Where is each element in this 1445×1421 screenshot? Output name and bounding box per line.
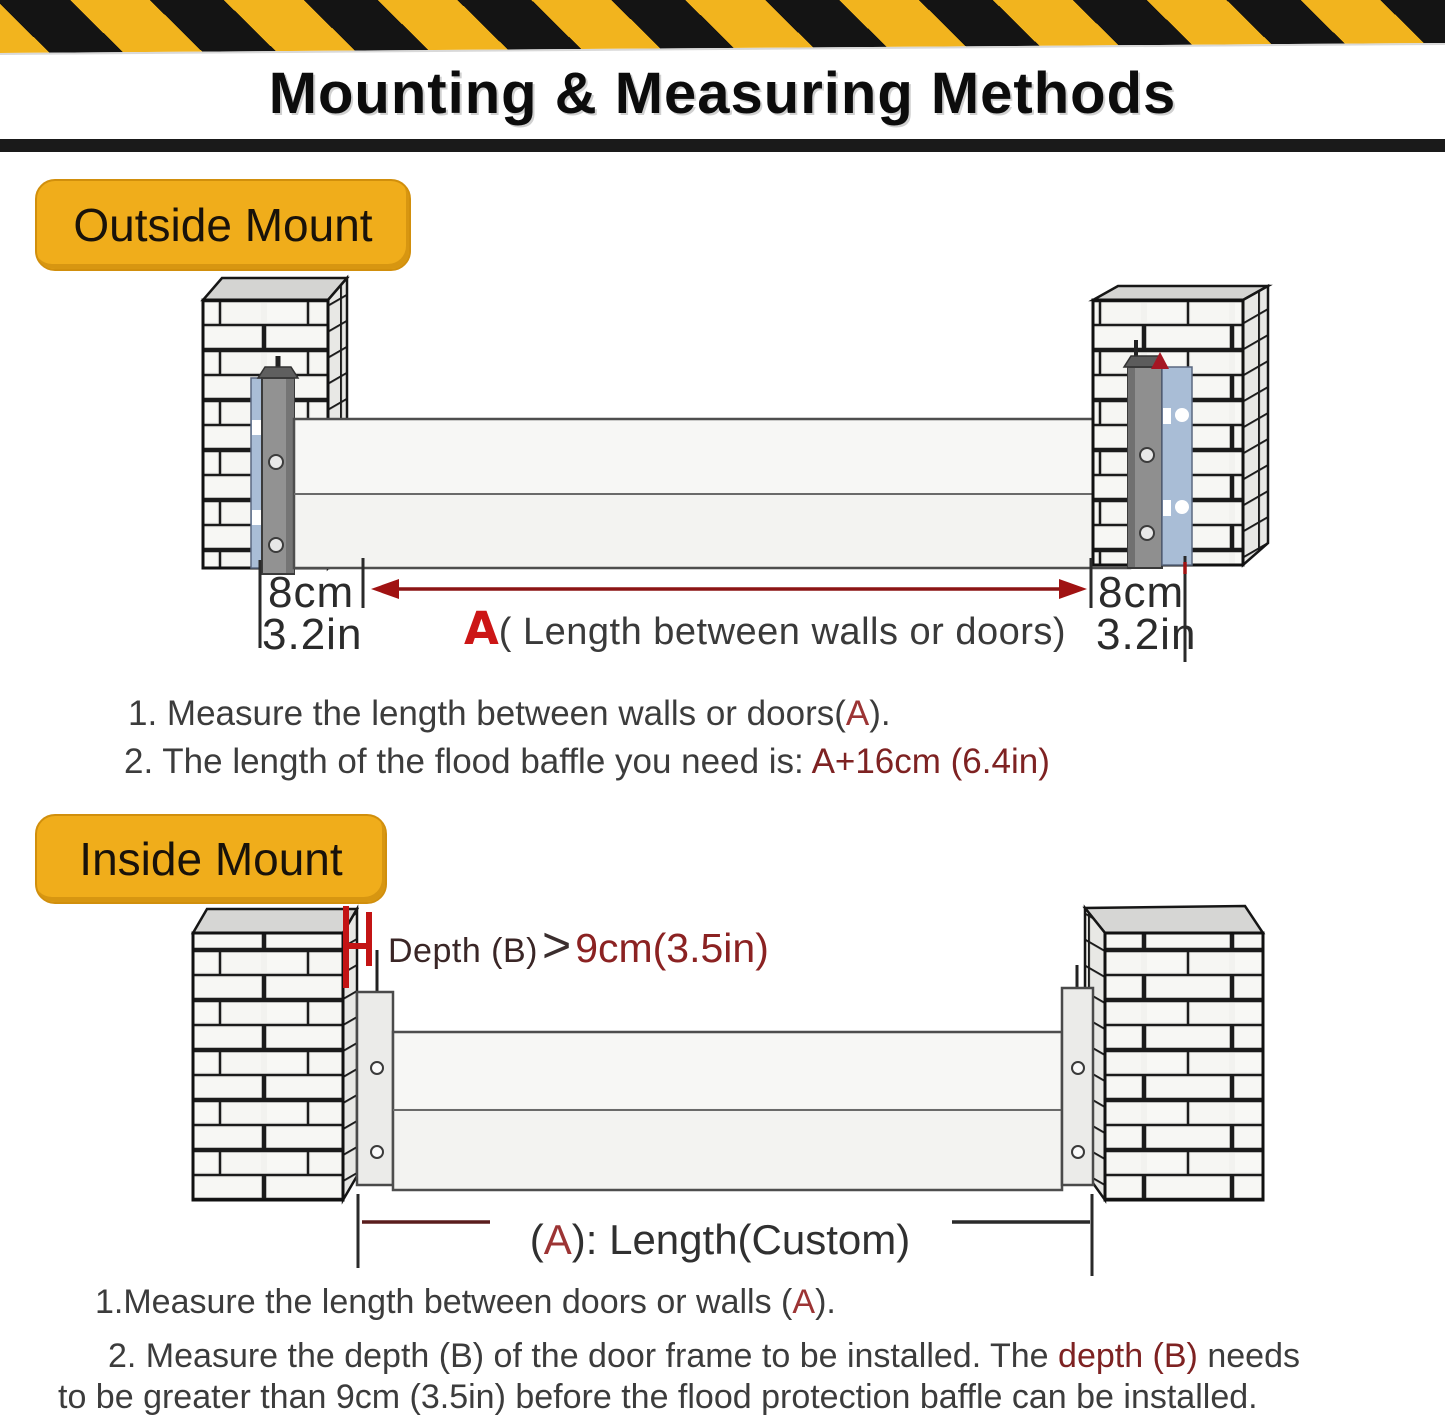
greater-than-sign: >: [542, 917, 572, 973]
instruction-text: ).: [815, 1283, 836, 1321]
span-text: ( Length between walls or doors): [498, 611, 1067, 653]
offset-left-cm: 8cm: [268, 568, 355, 617]
mounting-channel: [1124, 356, 1166, 568]
depth-label: Depth (B): [388, 932, 538, 970]
instruction-text: 2. Measure the depth (B) of the door frame to be installed. The: [108, 1337, 1059, 1375]
screw: [1072, 1146, 1084, 1158]
length-text: ): Length(Custom): [571, 1216, 911, 1263]
outside-mount-badge: [35, 179, 411, 271]
pillar-front-face: [193, 933, 343, 1200]
flood-barrier-panel: [294, 419, 1130, 568]
flood-barrier-panel: [393, 1032, 1062, 1190]
paren: (: [529, 1216, 544, 1263]
screw: [371, 1062, 383, 1074]
mounting-channel: [357, 992, 393, 1185]
outside-instruction-2: [124, 742, 1050, 782]
inside-instruction-1: [95, 1283, 836, 1322]
left-brick-pillar: [193, 906, 393, 1200]
pillar-top-face: [203, 278, 347, 300]
length-custom-label: [485, 1216, 955, 1264]
pillar-side-face: [1243, 286, 1268, 565]
span-length-label: [440, 602, 1090, 655]
mounting-channel: [258, 367, 298, 574]
pillar-top-face: [1085, 906, 1263, 933]
inside-instruction-2-line2: to be greater than 9cm (3.5in) before the flood protection baffle can be installed.: [58, 1378, 1258, 1416]
outside-mount-label: Outside Mount: [73, 199, 373, 251]
instruction-text: ).: [869, 694, 891, 733]
double-arrow-icon: [371, 579, 1087, 599]
offset-right-inch: 3.2in: [1096, 610, 1197, 659]
pillar-top-face: [1093, 286, 1268, 300]
inside-mount-label: Inside Mount: [79, 833, 343, 885]
letter-a: A: [792, 1283, 816, 1321]
screw: [269, 538, 283, 552]
instruction-text: 1. Measure the length between walls or doors(: [128, 694, 846, 733]
length-formula: A+16cm (6.4in): [811, 742, 1050, 781]
depth-requirement: [388, 916, 769, 974]
page-title: Mounting & Measuring Methods: [268, 61, 1177, 126]
inside-mount-badge: [35, 814, 387, 904]
screw: [1140, 526, 1154, 540]
seal-strip: [1162, 367, 1192, 565]
letter-a: A: [543, 1216, 572, 1263]
depth-value: 9cm(3.5in): [575, 925, 769, 971]
screw: [269, 455, 283, 469]
mounting-channel: [1062, 988, 1093, 1185]
right-brick-pillar: [1093, 286, 1268, 568]
instruction-text: 2. The length of the flood baffle you need is:: [124, 742, 812, 781]
depth-ref: depth (B): [1058, 1337, 1198, 1375]
offset-right-cm: 8cm: [1098, 568, 1185, 617]
right-brick-pillar: [1062, 906, 1263, 1200]
instruction-text: 1.Measure the length between doors or walls (: [95, 1283, 793, 1321]
letter-a: A: [845, 694, 870, 733]
span-letter: A: [463, 602, 499, 655]
instruction-text: needs: [1197, 1337, 1300, 1375]
outside-instruction-1: [128, 694, 891, 734]
screw: [371, 1146, 383, 1158]
screw: [1140, 448, 1154, 462]
offset-left-inch: 3.2in: [262, 610, 363, 659]
pillar-top-face: [193, 909, 357, 933]
pillar-front-face: [1105, 933, 1263, 1200]
screw: [1072, 1062, 1084, 1074]
inside-instruction-2: [108, 1337, 1300, 1376]
